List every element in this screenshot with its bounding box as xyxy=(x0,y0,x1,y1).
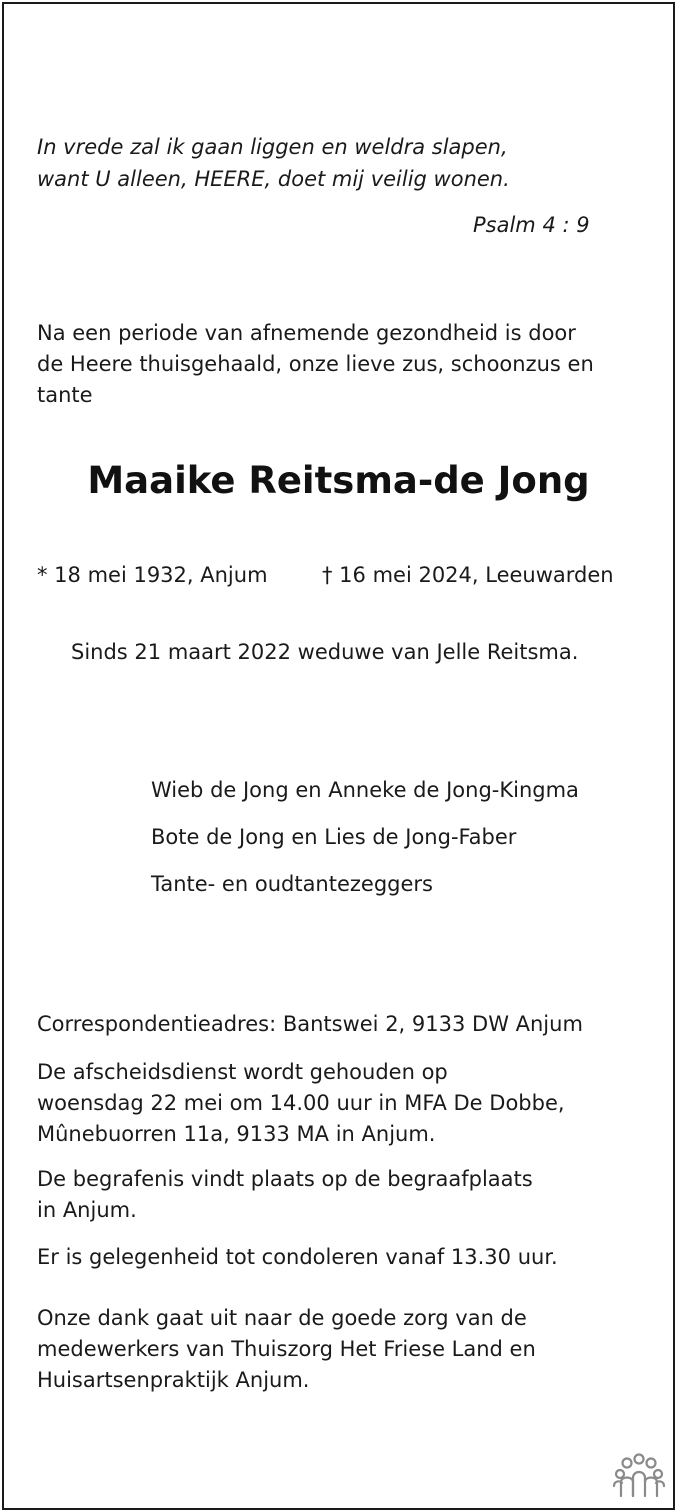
correspondence-address: Correspondentieadres: Bantswei 2, 9133 DW Anjum xyxy=(37,1012,583,1036)
service-line-2: woensdag 22 mei om 14.00 uur in MFA De Dobbe, xyxy=(37,1091,565,1115)
widow-note: Sinds 21 maart 2022 weduwe van Jelle Reitsma. xyxy=(71,640,579,664)
death-info: † 16 mei 2024, Leeuwarden xyxy=(322,563,614,587)
service-line-3: Mûnebuorren 11a, 9133 MA in Anjum. xyxy=(37,1122,436,1146)
burial-line-2: in Anjum. xyxy=(37,1198,137,1222)
thanks-line-2: medewerkers van Thuiszorg Het Friese Land en xyxy=(37,1337,536,1361)
deceased-name: Maaike Reitsma-de Jong xyxy=(87,459,590,502)
thanks-line-1: Onze dank gaat uit naar de goede zorg van de xyxy=(37,1306,527,1330)
service-line-1: De afscheidsdienst wordt gehouden op xyxy=(37,1060,448,1084)
family-member-1: Wieb de Jong en Anneke de Jong-Kingma xyxy=(151,778,579,802)
verse-reference: Psalm 4 : 9 xyxy=(473,213,590,237)
intro-line-1: Na een periode van afnemende gezondheid is door xyxy=(37,321,576,345)
people-group-icon xyxy=(612,1452,666,1500)
condolence-info: Er is gelegenheid tot condoleren vanaf 13.30 uur. xyxy=(37,1245,558,1269)
verse-line-2: want U alleen, HEERE, doet mij veilig wonen. xyxy=(37,167,510,191)
family-member-3: Tante- en oudtantezeggers xyxy=(151,872,433,896)
intro-line-2: de Heere thuisgehaald, onze lieve zus, schoonzus en xyxy=(37,352,594,376)
burial-line-1: De begrafenis vindt plaats op de begraafplaats xyxy=(37,1167,533,1191)
thanks-line-3: Huisartsenpraktijk Anjum. xyxy=(37,1368,310,1392)
intro-line-3: tante xyxy=(37,383,93,407)
family-member-2: Bote de Jong en Lies de Jong-Faber xyxy=(151,825,517,849)
birth-info: * 18 mei 1932, Anjum xyxy=(37,563,268,587)
verse-line-1: In vrede zal ik gaan liggen en weldra slapen, xyxy=(37,135,508,159)
